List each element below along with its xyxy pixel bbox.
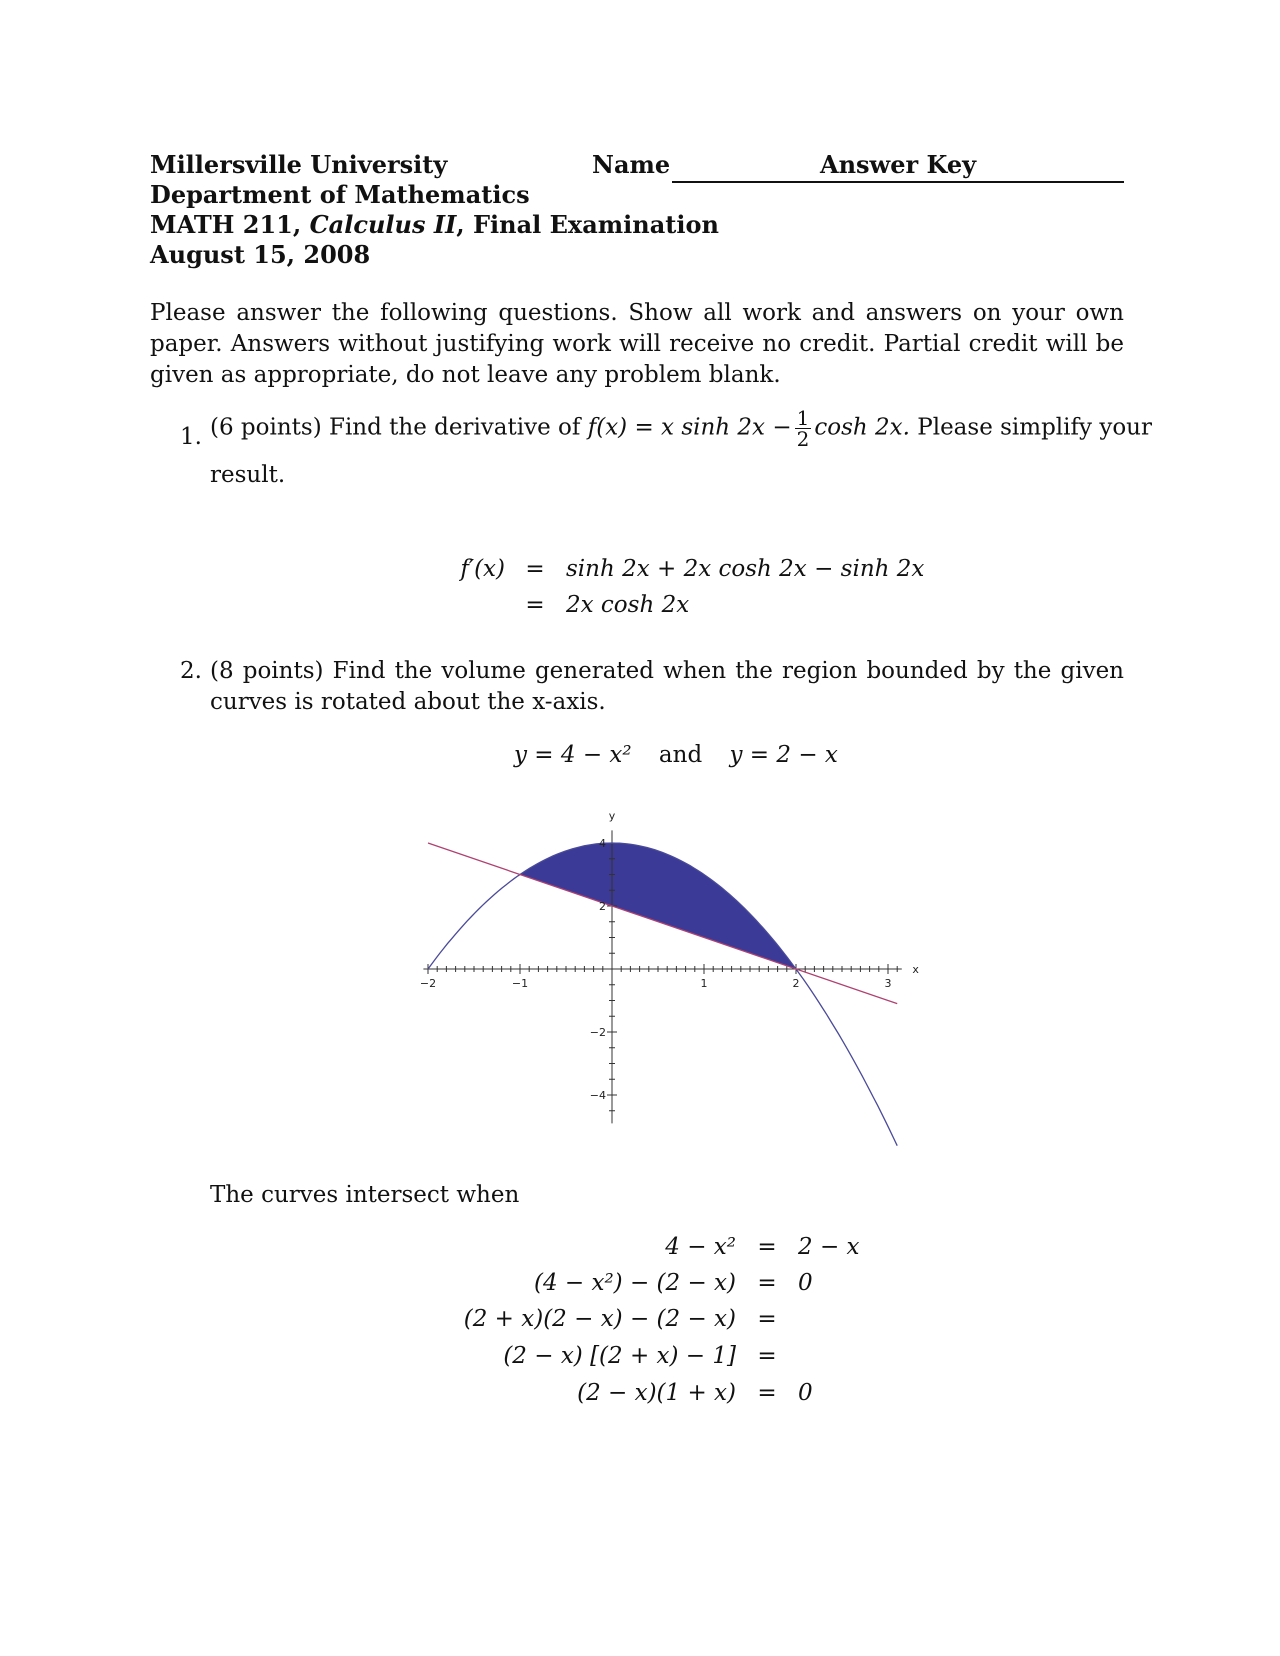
course-suffix: , Final Examination bbox=[456, 210, 719, 239]
x-tick-label: −2 bbox=[419, 977, 437, 990]
y-tick-label: 4 bbox=[599, 837, 606, 850]
intersect-text: The curves intersect when bbox=[210, 1182, 520, 1208]
p2-eq1-lhs: 4 − x² bbox=[665, 1234, 736, 1260]
p2-eq2-rhs: 0 bbox=[798, 1270, 813, 1296]
x-tick-label: 1 bbox=[700, 977, 708, 990]
university-name: Millersville University bbox=[150, 150, 448, 179]
x-tick-label: −1 bbox=[511, 977, 529, 990]
fraction-denominator: 2 bbox=[796, 427, 810, 451]
p1-eq1-lhs: f′(x) bbox=[460, 556, 505, 582]
x-tick-label: 3 bbox=[884, 977, 892, 990]
problem1-function-tail: cosh 2x. bbox=[814, 414, 910, 441]
y-tick-label: 2 bbox=[599, 900, 606, 913]
problem1-tail: Please simplify your bbox=[917, 414, 1152, 441]
p1-eq1-rhs: sinh 2x + 2x cosh 2x − sinh 2x bbox=[566, 556, 925, 582]
problem1-tail2: result. bbox=[210, 462, 286, 488]
p2-eq2-rel: = bbox=[757, 1270, 777, 1296]
problem1-function: f(x) = x sinh 2x − bbox=[587, 414, 792, 441]
course-title: Calculus II bbox=[309, 210, 457, 239]
curve-parabola: y = 4 − x² bbox=[514, 742, 632, 768]
p1-eq1-rel: = bbox=[525, 556, 545, 582]
name-label: Name bbox=[592, 150, 671, 179]
problem1-points: (6 points) Find the derivative of bbox=[210, 414, 581, 441]
shaded-region bbox=[520, 843, 796, 969]
y-axis-label: y bbox=[608, 809, 616, 823]
instructions: Please answer the following questions. Show all work and answers on your own paper. Answers without justifying work will receive no credit. Partial credit will be given as appropriate, do not leave any problem blank. bbox=[150, 300, 1124, 388]
p2-eq2-lhs: (4 − x²) − (2 − x) bbox=[533, 1270, 736, 1296]
y-tick-label: −4 bbox=[589, 1089, 606, 1102]
p2-eq4-rel: = bbox=[757, 1343, 777, 1369]
problem1-number: 1. bbox=[180, 424, 202, 450]
x-axis-label: x bbox=[912, 963, 919, 976]
curve-line: y = 2 − x bbox=[729, 742, 838, 768]
department-name: Department of Mathematics bbox=[150, 180, 530, 209]
problem2-number: 2. bbox=[180, 658, 202, 684]
p1-eq2-rhs: 2x cosh 2x bbox=[566, 592, 690, 618]
p2-eq5-rhs: 0 bbox=[798, 1380, 813, 1406]
p1-eq2-rel: = bbox=[525, 592, 545, 618]
tick-labels bbox=[420, 809, 919, 1102]
p2-eq3-lhs: (2 + x)(2 − x) − (2 − x) bbox=[463, 1306, 736, 1332]
exam-date: August 15, 2008 bbox=[150, 240, 371, 269]
p2-eq3-rel: = bbox=[757, 1306, 777, 1332]
problem2-statement: (8 points) Find the volume generated when the region bounded by the given curves is rotated about the x-axis. bbox=[210, 658, 1124, 715]
p2-eq5-rel: = bbox=[757, 1380, 777, 1406]
p2-eq1-rhs: 2 − x bbox=[798, 1234, 860, 1260]
y-tick-label: −2 bbox=[589, 1026, 606, 1039]
name-value: Answer Key bbox=[819, 150, 977, 179]
p2-eq4-lhs: (2 − x) [(2 + x) − 1] bbox=[503, 1343, 736, 1369]
p2-eq1-rel: = bbox=[757, 1234, 777, 1260]
curves-connector: and bbox=[658, 742, 703, 768]
course-code: MATH 211, bbox=[150, 210, 310, 239]
fraction-numerator: 1 bbox=[796, 406, 810, 430]
p2-eq5-lhs: (2 − x)(1 + x) bbox=[577, 1380, 736, 1406]
x-tick-label: 2 bbox=[792, 977, 800, 990]
